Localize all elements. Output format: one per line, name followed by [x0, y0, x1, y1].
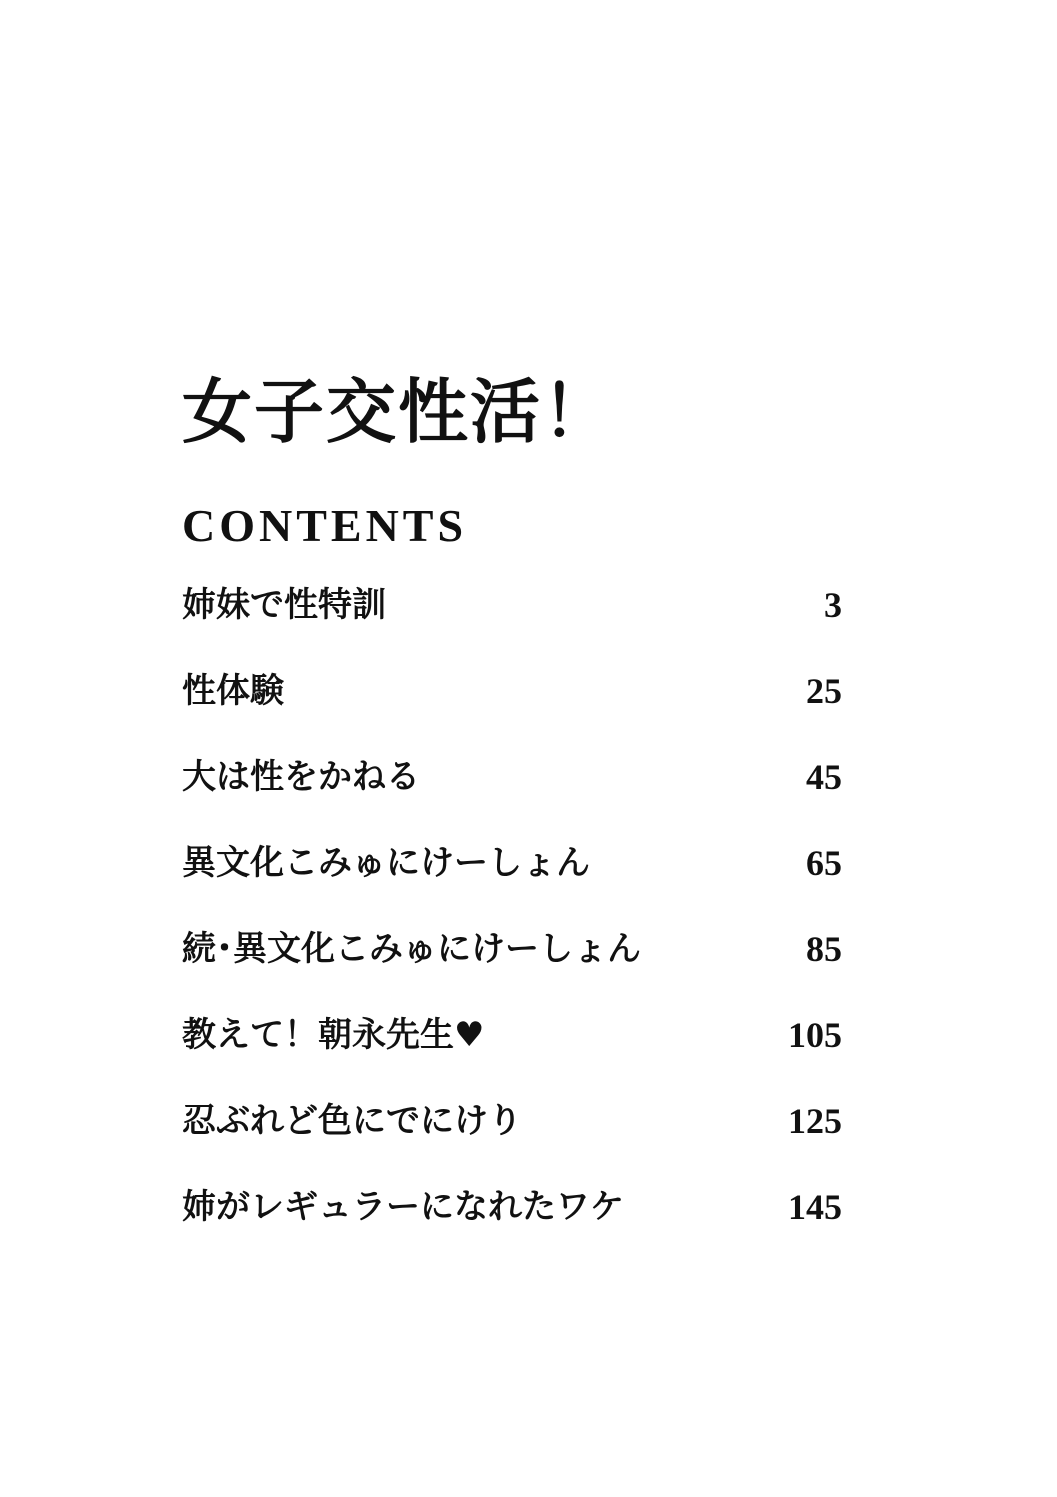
page-number: 3	[824, 585, 842, 625]
page-number: 45	[806, 757, 842, 797]
contents-entry[interactable]	[182, 906, 842, 992]
contents-entry[interactable]	[182, 562, 842, 648]
contents-heading: CONTENTS	[182, 500, 468, 552]
contents-entry[interactable]	[182, 1078, 842, 1164]
contents-entry[interactable]	[182, 820, 842, 906]
contents-entry[interactable]	[182, 648, 842, 734]
chapter-title: 異文化こみゅにけーしょん	[182, 843, 590, 883]
chapter-title: 教えて！朝永先生♥	[182, 1015, 485, 1055]
page-number: 25	[806, 671, 842, 711]
page-number: 65	[806, 843, 842, 883]
chapter-title: 姉がレギュラーになれたワケ	[182, 1187, 624, 1227]
chapter-title: 姉妹で性特訓	[182, 585, 386, 625]
chapter-title: 続･異文化こみゅにけーしょん	[182, 929, 641, 969]
contents-entry[interactable]	[182, 1164, 842, 1250]
page-number: 85	[806, 929, 842, 969]
contents-entry[interactable]	[182, 734, 842, 820]
contents-entry[interactable]	[182, 992, 842, 1078]
contents-list	[182, 562, 842, 1250]
chapter-title: 大は性をかねる	[182, 757, 420, 797]
book-title: 女子交性活！	[182, 369, 614, 453]
page-number: 105	[788, 1015, 842, 1055]
page-number: 145	[788, 1187, 842, 1227]
chapter-title: 性体験	[182, 671, 284, 711]
page-number: 125	[788, 1101, 842, 1141]
chapter-title: 忍ぶれど色にでにけり	[182, 1101, 522, 1141]
